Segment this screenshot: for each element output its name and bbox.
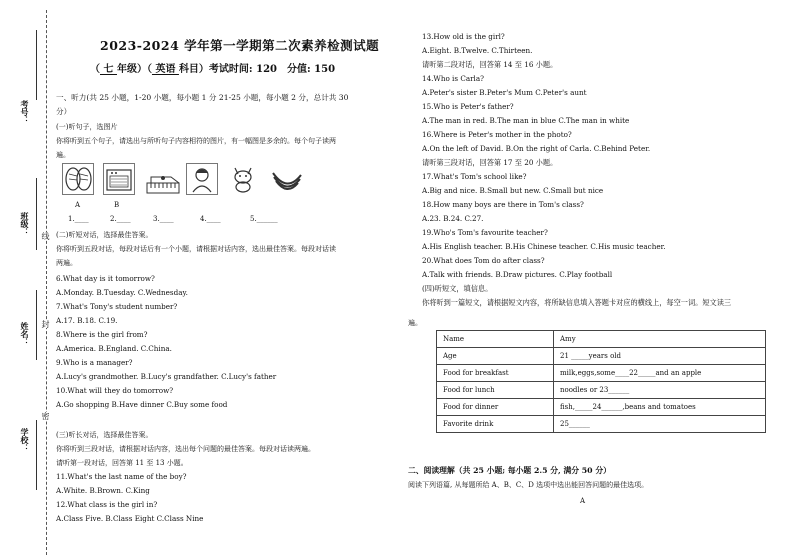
question-text: 13.How old is the girl? [422,32,505,41]
table-row: Name Amy [437,331,766,348]
shoes-icon [63,164,93,194]
picture-b-stove [103,163,135,195]
part2-instruction: 你将听到五段对话，每段对话后有一个小题，请根据对话内容，选出最佳答案。每段对话读 [56,245,336,253]
answer-blank-2[interactable]: 2.____ [110,215,131,223]
question-text: 15.Who is Peter's father? [422,102,514,111]
reading-instruction: 阅读下列语篇, 从每题所给 A、B、C、D 选项中选出能回答问题的最佳选项。 [408,481,649,489]
picture-a-shoes [62,163,94,195]
binding-line [46,10,47,555]
question-text: 11.What's the last name of the boy? [56,472,187,481]
part4-instruction: 你将听到一篇短文，请根据短文内容，将所缺信息填入答题卡对应的横线上，每空一词。短文读三 [422,298,732,307]
question-text: 10.What will they do tomorrow? [56,386,174,395]
info-table [436,330,766,433]
questions-6-10 [56,272,276,412]
exam-number-blank[interactable] [36,30,37,100]
bind-mark-secret: 密 [41,412,50,420]
part1-title: (一)听句子，选图片 [56,123,118,131]
bind-mark-line: 线 [41,232,50,240]
question-options[interactable]: A.His English teacher. B.His Chinese teacher. C.His music teacher. [422,242,666,251]
question-text: 16.Where is Peter's mother in the photo? [422,130,572,139]
question-text: 12.What class is the girl in? [56,500,158,509]
question-options[interactable]: A.The man in red. B.The man in blue C.The man in white [422,116,630,125]
answer-blank-1[interactable]: 1.____ [68,215,89,223]
table-row: Age 21 _____years old [437,348,766,365]
piano-icon [145,173,181,195]
grade-field: 七 [100,64,117,75]
name-blank[interactable] [36,290,37,360]
class-label: 班级： [20,212,30,236]
table-row: Favorite drink 25______ [437,416,766,433]
question-text: 18.How many boys are there in Tom's class? [422,200,584,209]
school-label: 学校： [20,428,30,452]
exam-number-label: 考号： [20,100,30,124]
part2-title: (二)听短对话，选择最佳答案。 [56,231,153,239]
listening-heading: 一、听力(共 25 小题，1-20 小题，每小题 1 分 21-25 小题，每小题 2 分，总计共 30 [56,93,349,102]
picture-f-bananas [270,163,304,193]
question-options[interactable]: A.White. B.Brown. C.King [56,486,150,495]
question-text: 20.What does Tom do after class? [422,256,545,265]
part3-dialogue2: 请听第二段对话，回答第 14 至 16 小题。 [422,60,558,69]
part3-title: (三)听长对话，选择最佳答案。 [56,431,153,439]
stove-icon [104,164,134,194]
class-blank[interactable] [36,178,37,250]
subject-field: 英语 [151,64,179,75]
page-title: 2023-2024 学年第一学期第二次素养检测试题 [100,38,380,53]
question-options[interactable]: A.Lucy's grandmother. B.Lucy's grandfather. C.Lucy's father [56,372,277,381]
part2-instruction-cont: 两遍。 [56,259,77,267]
answer-blank-3[interactable]: 3.____ [153,215,174,223]
question-text: 6.What day is it tomorrow? [56,274,155,283]
question-text: 14.Who is Carla? [422,74,484,83]
question-options[interactable]: A.Eight. B.Twelve. C.Thirteen. [422,46,533,55]
page-subtitle: （ 七 年级）（ 英语 科目）考试时间: 120 分值: 150 [90,64,336,75]
answer-blank-5[interactable]: 5.______ [250,215,278,223]
question-text: 8.Where is the girl from? [56,330,148,339]
picture-e-cat [228,163,258,193]
questions-13 [422,30,731,310]
question-text: 17.What's Tom's school like? [422,172,527,181]
question-options[interactable]: A.Talk with friends. B.Draw pictures. C.Play football [422,270,613,279]
table-row: Food for lunch noodles or 23______ [437,382,766,399]
question-options[interactable]: A.Go shopping B.Have dinner C.Buy some food [56,400,228,409]
question-options[interactable]: A.Monday. B.Tuesday. C.Wednesday. [56,288,188,297]
part3-dialogue1: 请听第一段对话，回答第 11 至 13 小题。 [56,459,188,467]
question-options[interactable]: A.Class Five. B.Class Eight C.Class Nine [56,514,204,523]
pic-label-a: A [75,201,81,209]
question-options[interactable]: A.America. B.England. C.China. [56,344,172,353]
listening-heading-cont: 分） [56,107,72,116]
question-options[interactable]: A.Big and nice. B.Small but new. C.Small but nice [422,186,604,195]
question-text: 7.What's Tony's student number? [56,302,178,311]
question-options[interactable]: A.Peter's sister B.Peter's Mum C.Peter's aunt [422,88,587,97]
boy-icon [187,164,217,194]
picture-c-piano [145,173,181,195]
question-options[interactable]: A.17. B.18. C.19. [56,316,118,325]
picture-d-boy [186,163,218,195]
banana-icon [270,163,304,193]
reading-heading: 二、阅读理解（共 25 小题; 每小题 2.5 分, 满分 50 分） [408,466,611,475]
answer-blank-4[interactable]: 4.____ [200,215,221,223]
question-options[interactable]: A.On the left of David. B.On the right of Carla. C.Behind Peter. [422,144,651,153]
question-text: 9.Who is a manager? [56,358,133,367]
school-blank[interactable] [36,420,37,490]
part4-instruction-cont: 遍。 [408,319,422,327]
part3-instruction: 你将听到三段对话，请根据对话内容，选出每个问题的最佳答案。每段对话读两遍。 [56,445,315,453]
pic-label-b: B [114,201,120,209]
part4-title: (四)听短文，填信息。 [422,284,493,293]
questions-11-12 [56,470,203,526]
bind-mark-seal: 封 [41,320,50,328]
part3-dialogue3: 请听第三段对话，回答第 17 至 20 小题。 [422,158,558,167]
part1-instruction-cont: 遍。 [56,151,70,159]
table-row: Food for dinner fish,_____24______,beans and tomatoes [437,399,766,416]
cat-icon [228,163,258,193]
name-label: 姓名： [20,322,30,346]
part1-instruction: 你将听到五个句子，请选出与所听句子内容相符的图片，有一幅图是多余的。每个句子读两 [56,137,336,145]
question-options[interactable]: A.23. B.24. C.27. [422,214,484,223]
table-row: Food for breakfast milk,eggs,some____22_____and an apple [437,365,766,382]
question-text: 19.Who's Tom's favourite teacher? [422,228,548,237]
passage-label: A [580,497,586,505]
